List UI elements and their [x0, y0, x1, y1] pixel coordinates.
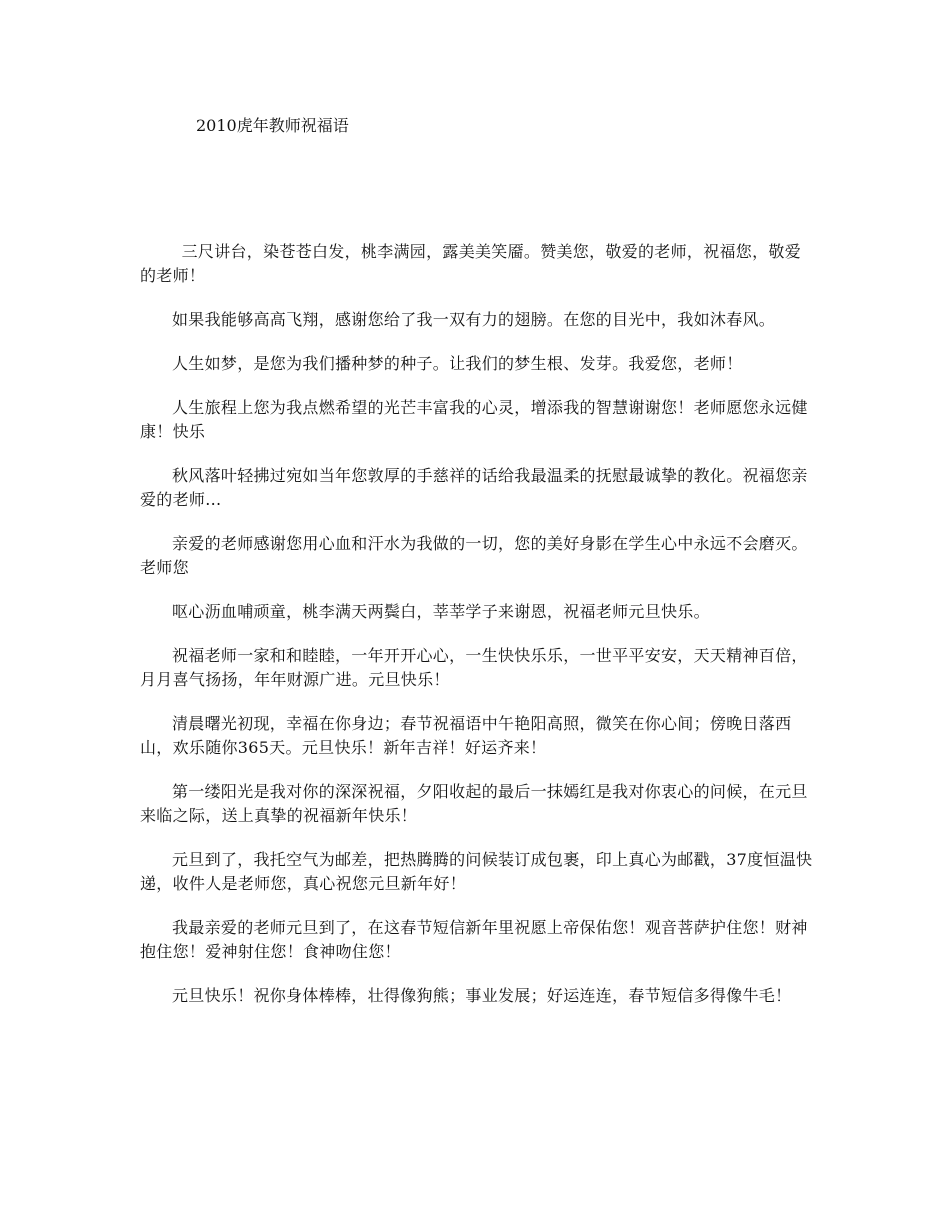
document-body — [140, 240, 816, 1028]
paragraph-13: 元旦快乐！祝你身体棒棒，壮得像狗熊；事业发展；好运连连，春节短信多得像牛毛！ — [172, 986, 792, 1005]
paragraph-7: 呕心沥血哺顽童，桃李满天两鬓白，莘莘学子来谢恩，祝福老师元旦快乐。 — [172, 602, 710, 621]
paragraph-5: 秋风落叶轻拂过宛如当年您敦厚的手慈祥的话给我最温柔的抚慰最诚挚的教化。祝福您亲爱的老师... — [140, 466, 808, 509]
paragraph-12: 我最亲爱的老师元旦到了，在这春节短信新年里祝愿上帝保佑您！观音菩萨护住您！财神抱住您！爱神射住您！食神吻住您！ — [140, 918, 808, 961]
paragraph-1: 三尺讲台，染苍苍白发，桃李满园，露美美笑靥。赞美您，敬爱的老师，祝福您，敬爱的老师！ — [140, 242, 801, 285]
document-title: 2010虎年教师祝福语 — [196, 116, 349, 135]
paragraph-4: 人生旅程上您为我点燃希望的光芒丰富我的心灵，增添我的智慧谢谢您！老师愿您永远健康！快乐 — [140, 398, 808, 441]
paragraph-10: 第一缕阳光是我对你的深深祝福，夕阳收起的最后一抹嫣红是我对你衷心的问候，在元旦来临之际，送上真挚的祝福新年快乐！ — [140, 782, 808, 825]
paragraph-8: 祝福老师一家和和睦睦，一年开开心心，一生快快乐乐，一世平平安安，天天精神百倍，月月喜气扬扬，年年财源广进。元旦快乐！ — [140, 646, 808, 689]
paragraph-11: 元旦到了，我托空气为邮差，把热腾腾的问候装订成包裹，印上真心为邮戳，37度恒温快递，收件人是老师您，真心祝您元旦新年好！ — [140, 850, 813, 893]
paragraph-3: 人生如梦，是您为我们播种梦的种子。让我们的梦生根、发芽。我爱您，老师！ — [172, 354, 743, 373]
paragraph-9: 清晨曙光初现，幸福在你身边；春节祝福语中午艳阳高照，微笑在你心间；傍晚日落西山，欢乐随你365天。元旦快乐！新年吉祥！好运齐来！ — [140, 714, 792, 757]
paragraph-6: 亲爱的老师感谢您用心血和汗水为我做的一切，您的美好身影在学生心中永远不会磨灭。老师您 — [140, 534, 808, 577]
paragraph-2: 如果我能够高高飞翔，感谢您给了我一双有力的翅膀。在您的目光中，我如沐春风。 — [172, 310, 776, 329]
